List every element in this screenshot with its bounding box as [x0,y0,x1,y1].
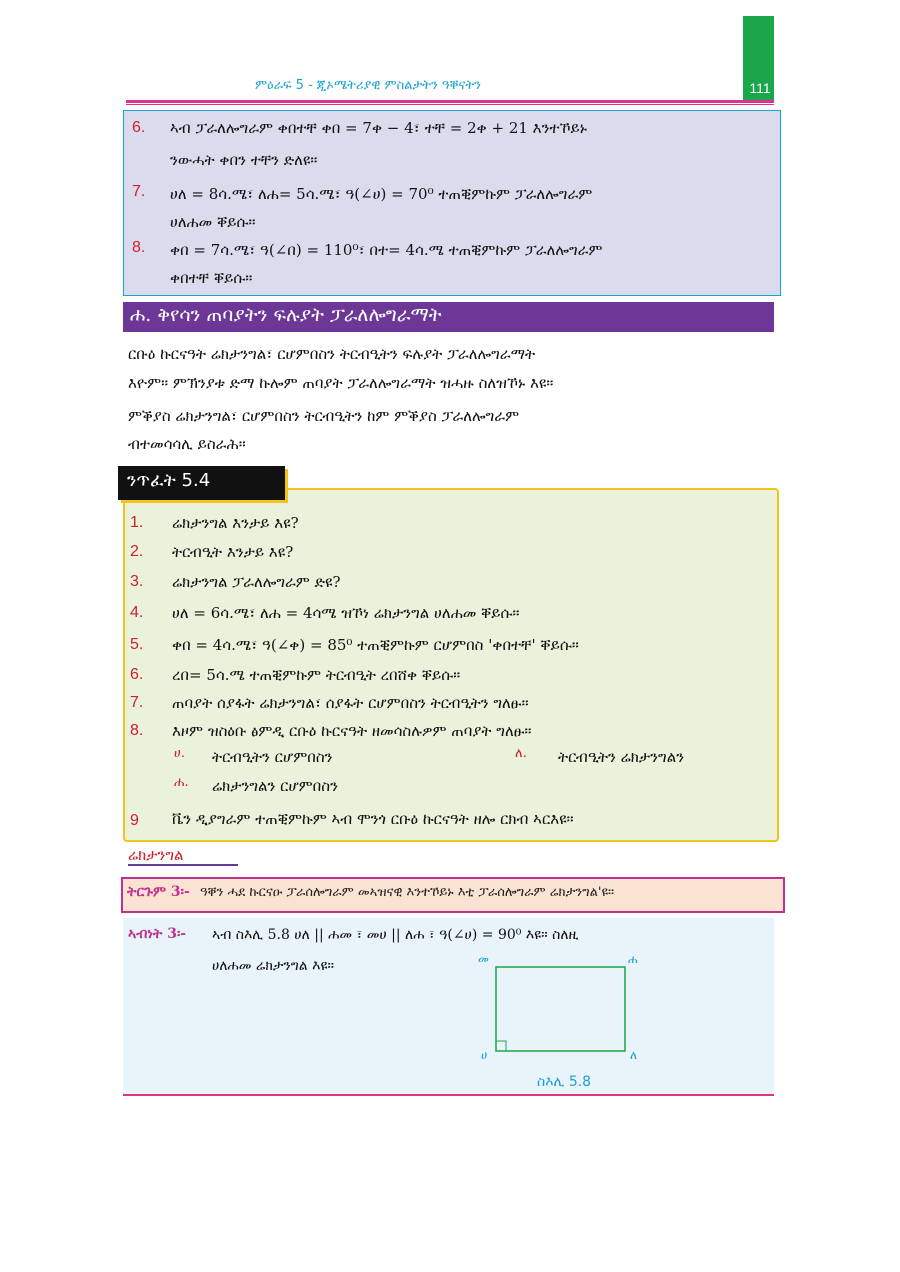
exercise-number: 6. [132,119,146,136]
activity-item: ሬክታንግል እንታይ እዩ? [172,514,299,532]
activity-number: 3. [130,573,144,590]
exercise-number: 7. [132,183,146,200]
exercise-line: ሀለ = 8ሳ.ሜ፣ ለሐ= 5ሳ.ሜ፣ ዓ(∠ሀ) = 70⁰ ተጠቒምኩም ፓራለሎግራም [170,185,593,203]
chapter-header-title: ምዕራፍ 5 - ጂኦሜትሪያዊ ምስልታትን ዓቐናትን [255,78,481,93]
activity-label: ንጥፈት 5.4 [127,470,211,491]
subheading-rectangle: ሬክታንግል [128,846,184,864]
activity-number: 6. [130,666,144,683]
paragraph-line: ርቡዕ ኩርናዓት ሬክታንግል፣ ርሆምበስን ትርብዒትን ፍሉያት ፓራለሎግራማት [128,345,536,363]
exercise-line: ቀበተቸ ቐይሱ። [170,269,253,287]
sub-item-letter: ሐ. [174,775,189,790]
activity-item: ጠባያት ሰያፋት ሬክታንግል፣ ሰያፋት ርሆምበስን ትርብዒትን ግለፁ። [172,694,529,712]
example-bottom-rule [123,1094,774,1096]
paragraph-line: እዮም። ምኽንያቱ ድማ ኩሎም ጠባያት ፓራለሎግራማት ዝሓዙ ስለዝኾኑ እዩ። [128,374,554,392]
exercise-line: ንውሓት ቀበን ተቸን ድለዩ። [170,151,318,169]
right-angle-marker [496,1041,506,1051]
exercise-line: ኣብ ፓራለሎግራም ቀበተቸ ቀበ = 7ቀ − 4፣ ተቸ = 2ቀ + 21 እንተኾይኑ [170,119,588,137]
activity-item: ቀበ = 4ሳ.ሜ፣ ዓ(∠ቀ) = 85⁰ ተጠቒምኩም ርሆምበስ 'ቀበተቸ' ቐይሱ። [172,636,579,654]
activity-number: 5. [130,636,144,653]
example-label: ኣብነት 3፡- [128,926,187,942]
exercise-line: ቀበ = 7ሳ.ሜ፣ ዓ(∠በ) = 110⁰፣ በተ= 4ሳ.ሜ ተጠቒምኩም ፓራለሎግራም [170,241,603,259]
vertex-label: መ [478,952,489,966]
example-line: ሀለሐመ ሬክታንግል እዩ። [212,958,334,974]
header-rule [126,100,774,103]
vertex-label: ሀ [481,1048,488,1062]
activity-number: 9 [130,812,139,829]
definition-label: ትርጉም 3፡- [127,884,190,900]
vertex-label: ሐ [628,952,638,966]
activity-item: እዞም ዝስዕቡ ፅምዲ ርቡዕ ኩርናዓት ዘመሳስሉዎም ጠባያት ግለፁ። [172,722,532,740]
activity-item: ረበ= 5ሳ.ሜ ተጠቒምኩም ትርብዒት ረበሸቀ ቐይሱ። [172,666,461,684]
vertex-label: ለ [630,1048,638,1062]
sub-item-letter: ሀ. [174,746,185,761]
exercise-box-top [123,110,781,296]
activity-number: 2. [130,543,144,560]
activity-item: ሀለ = 6ሳ.ሜ፣ ለሐ = 4ሳሜ ዝኾነ ሬክታንግል ሀለሐመ ቐይሱ። [172,604,520,622]
definition-text: ዓቐን ሓደ ኩርናዑ ፓራሰሎግራም መኣዝናዊ እንተኾይኑ እቲ ፓራሰሎግራም ሬክታንግል'ዩ። [200,885,615,900]
activity-item: ትርብዒት እንታይ እዩ? [172,543,294,561]
section-heading: ሐ. ቅየሳን ጠባያትን ፍሉያት ፓራለሎግራማት [130,304,442,326]
activity-sub-item: ትርብዒትን ሬክታንግልን [558,748,685,766]
activity-item: ሬክታንግል ፓራለሎግራም ድዩ? [172,573,341,591]
figure-caption: ስእሊ 5.8 [537,1074,592,1090]
exercise-line: ሀለሐመ ቐይሱ። [170,213,256,231]
rectangle-figure [470,950,650,1070]
rectangle-shape [496,967,625,1051]
activity-number: 4. [130,604,144,621]
activity-sub-item: ትርብዒትን ርሆምበስን [212,748,333,766]
activity-number: 1. [130,514,144,531]
activity-sub-item: ሬክታንግልን ርሆምበስን [212,777,338,795]
sub-item-letter: ለ. [515,746,527,761]
paragraph-line: ብተመሳሳሊ ይስራሕ። [128,435,246,453]
activity-number: 8. [130,722,144,739]
page-number: 111 [749,80,771,96]
exercise-number: 8. [132,239,146,256]
subheading-rule [128,864,238,866]
example-box [123,918,774,1094]
header-rule-thin [126,104,774,105]
activity-number: 7. [130,694,144,711]
paragraph-line: ምቕያስ ሬክታንግል፣ ርሆምበስን ትርብዒትን ከም ምቕያስ ፓራለሎግራም [128,407,520,425]
example-line: ኣብ ስእሊ 5.8 ሀለ || ሐመ ፣ መሀ || ለሐ ፣ ዓ(∠ሀ) = 90⁰ እዩ። ስለዚ [212,927,579,943]
activity-item: ቬን ዲያግራም ተጠቒምኩም ኣብ ሞንጎ ርቡዕ ኩርናዓት ዘሎ ርክብ ኣርእዩ። [172,810,574,828]
